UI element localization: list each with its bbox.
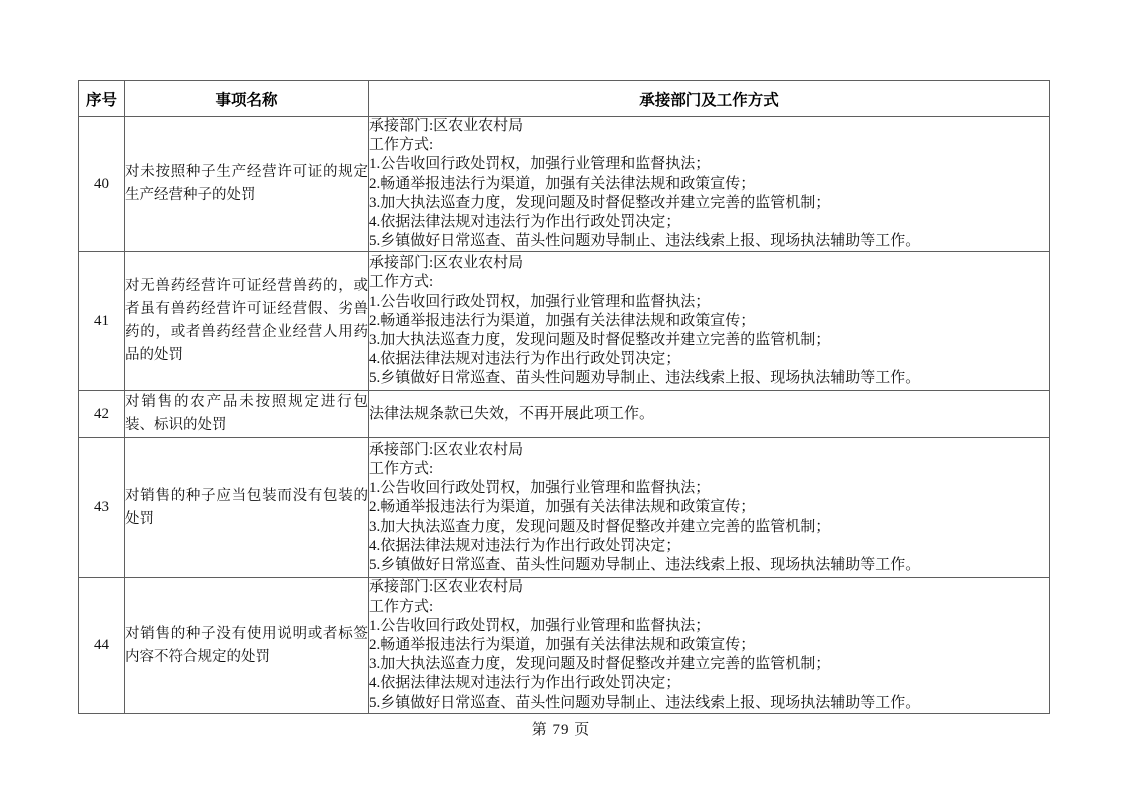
item-name-cell: 对销售的农产品未按照规定进行包装、标识的处罚 bbox=[125, 391, 369, 438]
col-header-item-name: 事项名称 bbox=[125, 81, 369, 117]
detail-line: 承接部门:区农业农村局 bbox=[369, 255, 524, 272]
item-name-cell: 对销售的种子没有使用说明或者标签内容不符合规定的处罚 bbox=[125, 578, 369, 713]
row-number-cell: 41 bbox=[79, 252, 125, 391]
col-header-serial-number: 序号 bbox=[79, 81, 125, 117]
detail-line: 2.畅通举报违法行为渠道，加强有关法律法规和政策宣传； bbox=[369, 499, 756, 516]
item-name-cell: 对无兽药经营许可证经营兽药的，或者虽有兽药经营许可证经营假、劣兽药的，或者兽药经营企业经营人用药品的处罚 bbox=[125, 252, 369, 391]
table-header-row bbox=[79, 81, 1050, 117]
detail-line: 工作方式: bbox=[369, 274, 434, 291]
detail-line: 承接部门:区农业农村局 bbox=[369, 579, 524, 596]
detail-cell bbox=[369, 578, 1050, 713]
item-name-cell: 对销售的种子应当包装而没有包装的处罚 bbox=[125, 438, 369, 578]
col-header-department-method: 承接部门及工作方式 bbox=[369, 81, 1050, 117]
detail-line: 3.加大执法巡查力度，发现问题及时督促整改并建立完善的监管机制； bbox=[369, 332, 831, 349]
detail-cell bbox=[369, 438, 1050, 578]
row-number-cell: 40 bbox=[79, 117, 125, 252]
table-row bbox=[79, 391, 1050, 438]
detail-line: 承接部门:区农业农村局 bbox=[369, 118, 524, 134]
detail-line: 2.畅通举报违法行为渠道，加强有关法律法规和政策宣传； bbox=[369, 175, 756, 192]
item-name-cell: 对未按照种子生产经营许可证的规定生产经营种子的处罚 bbox=[125, 117, 369, 252]
detail-cell bbox=[369, 252, 1050, 391]
detail-line: 4.依据法律法规对违法行为作出行政处罚决定； bbox=[369, 675, 681, 692]
table-row bbox=[79, 438, 1050, 578]
detail-line: 4.依据法律法规对违法行为作出行政处罚决定； bbox=[369, 214, 681, 231]
detail-cell bbox=[369, 117, 1050, 252]
items-table bbox=[78, 80, 1050, 714]
detail-line: 3.加大执法巡查力度，发现问题及时督促整改并建立完善的监管机制； bbox=[369, 518, 831, 535]
row-number-cell: 43 bbox=[79, 438, 125, 578]
detail-line: 承接部门:区农业农村局 bbox=[369, 441, 524, 458]
page-number-footer: 第 79 页 bbox=[531, 722, 591, 738]
detail-line: 5.乡镇做好日常巡查、苗头性问题劝导制止、违法线索上报、现场执法辅助等工作。 bbox=[369, 233, 921, 250]
row-number-cell: 42 bbox=[79, 391, 125, 438]
detail-cell bbox=[369, 391, 1050, 438]
table-row bbox=[79, 578, 1050, 713]
table-row bbox=[79, 252, 1050, 391]
detail-line: 5.乡镇做好日常巡查、苗头性问题劝导制止、违法线索上报、现场执法辅助等工作。 bbox=[369, 694, 921, 711]
row-number-cell: 44 bbox=[79, 578, 125, 713]
detail-line: 1.公告收回行政处罚权，加强行业管理和监督执法； bbox=[369, 156, 711, 173]
detail-line: 3.加大执法巡查力度，发现问题及时督促整改并建立完善的监管机制； bbox=[369, 656, 831, 673]
detail-line: 法律法规条款已失效，不再开展此项工作。 bbox=[369, 405, 655, 422]
detail-line: 1.公告收回行政处罚权，加强行业管理和监督执法； bbox=[369, 617, 711, 634]
detail-line: 5.乡镇做好日常巡查、苗头性问题劝导制止、违法线索上报、现场执法辅助等工作。 bbox=[369, 556, 921, 573]
detail-line: 工作方式: bbox=[369, 598, 434, 615]
detail-line: 2.畅通举报违法行为渠道，加强有关法律法规和政策宣传； bbox=[369, 637, 756, 654]
detail-line: 3.加大执法巡查力度，发现问题及时督促整改并建立完善的监管机制； bbox=[369, 194, 831, 211]
table-row bbox=[79, 117, 1050, 252]
detail-line: 2.畅通举报违法行为渠道，加强有关法律法规和政策宣传； bbox=[369, 312, 756, 329]
detail-line: 工作方式: bbox=[369, 137, 434, 154]
detail-line: 工作方式: bbox=[369, 460, 434, 477]
detail-line: 1.公告收回行政处罚权，加强行业管理和监督执法； bbox=[369, 293, 711, 310]
detail-line: 4.依据法律法规对违法行为作出行政处罚决定； bbox=[369, 537, 681, 554]
detail-line: 4.依据法律法规对违法行为作出行政处罚决定； bbox=[369, 351, 681, 368]
detail-line: 1.公告收回行政处罚权，加强行业管理和监督执法； bbox=[369, 480, 711, 497]
detail-line: 5.乡镇做好日常巡查、苗头性问题劝导制止、违法线索上报、现场执法辅助等工作。 bbox=[369, 370, 921, 387]
